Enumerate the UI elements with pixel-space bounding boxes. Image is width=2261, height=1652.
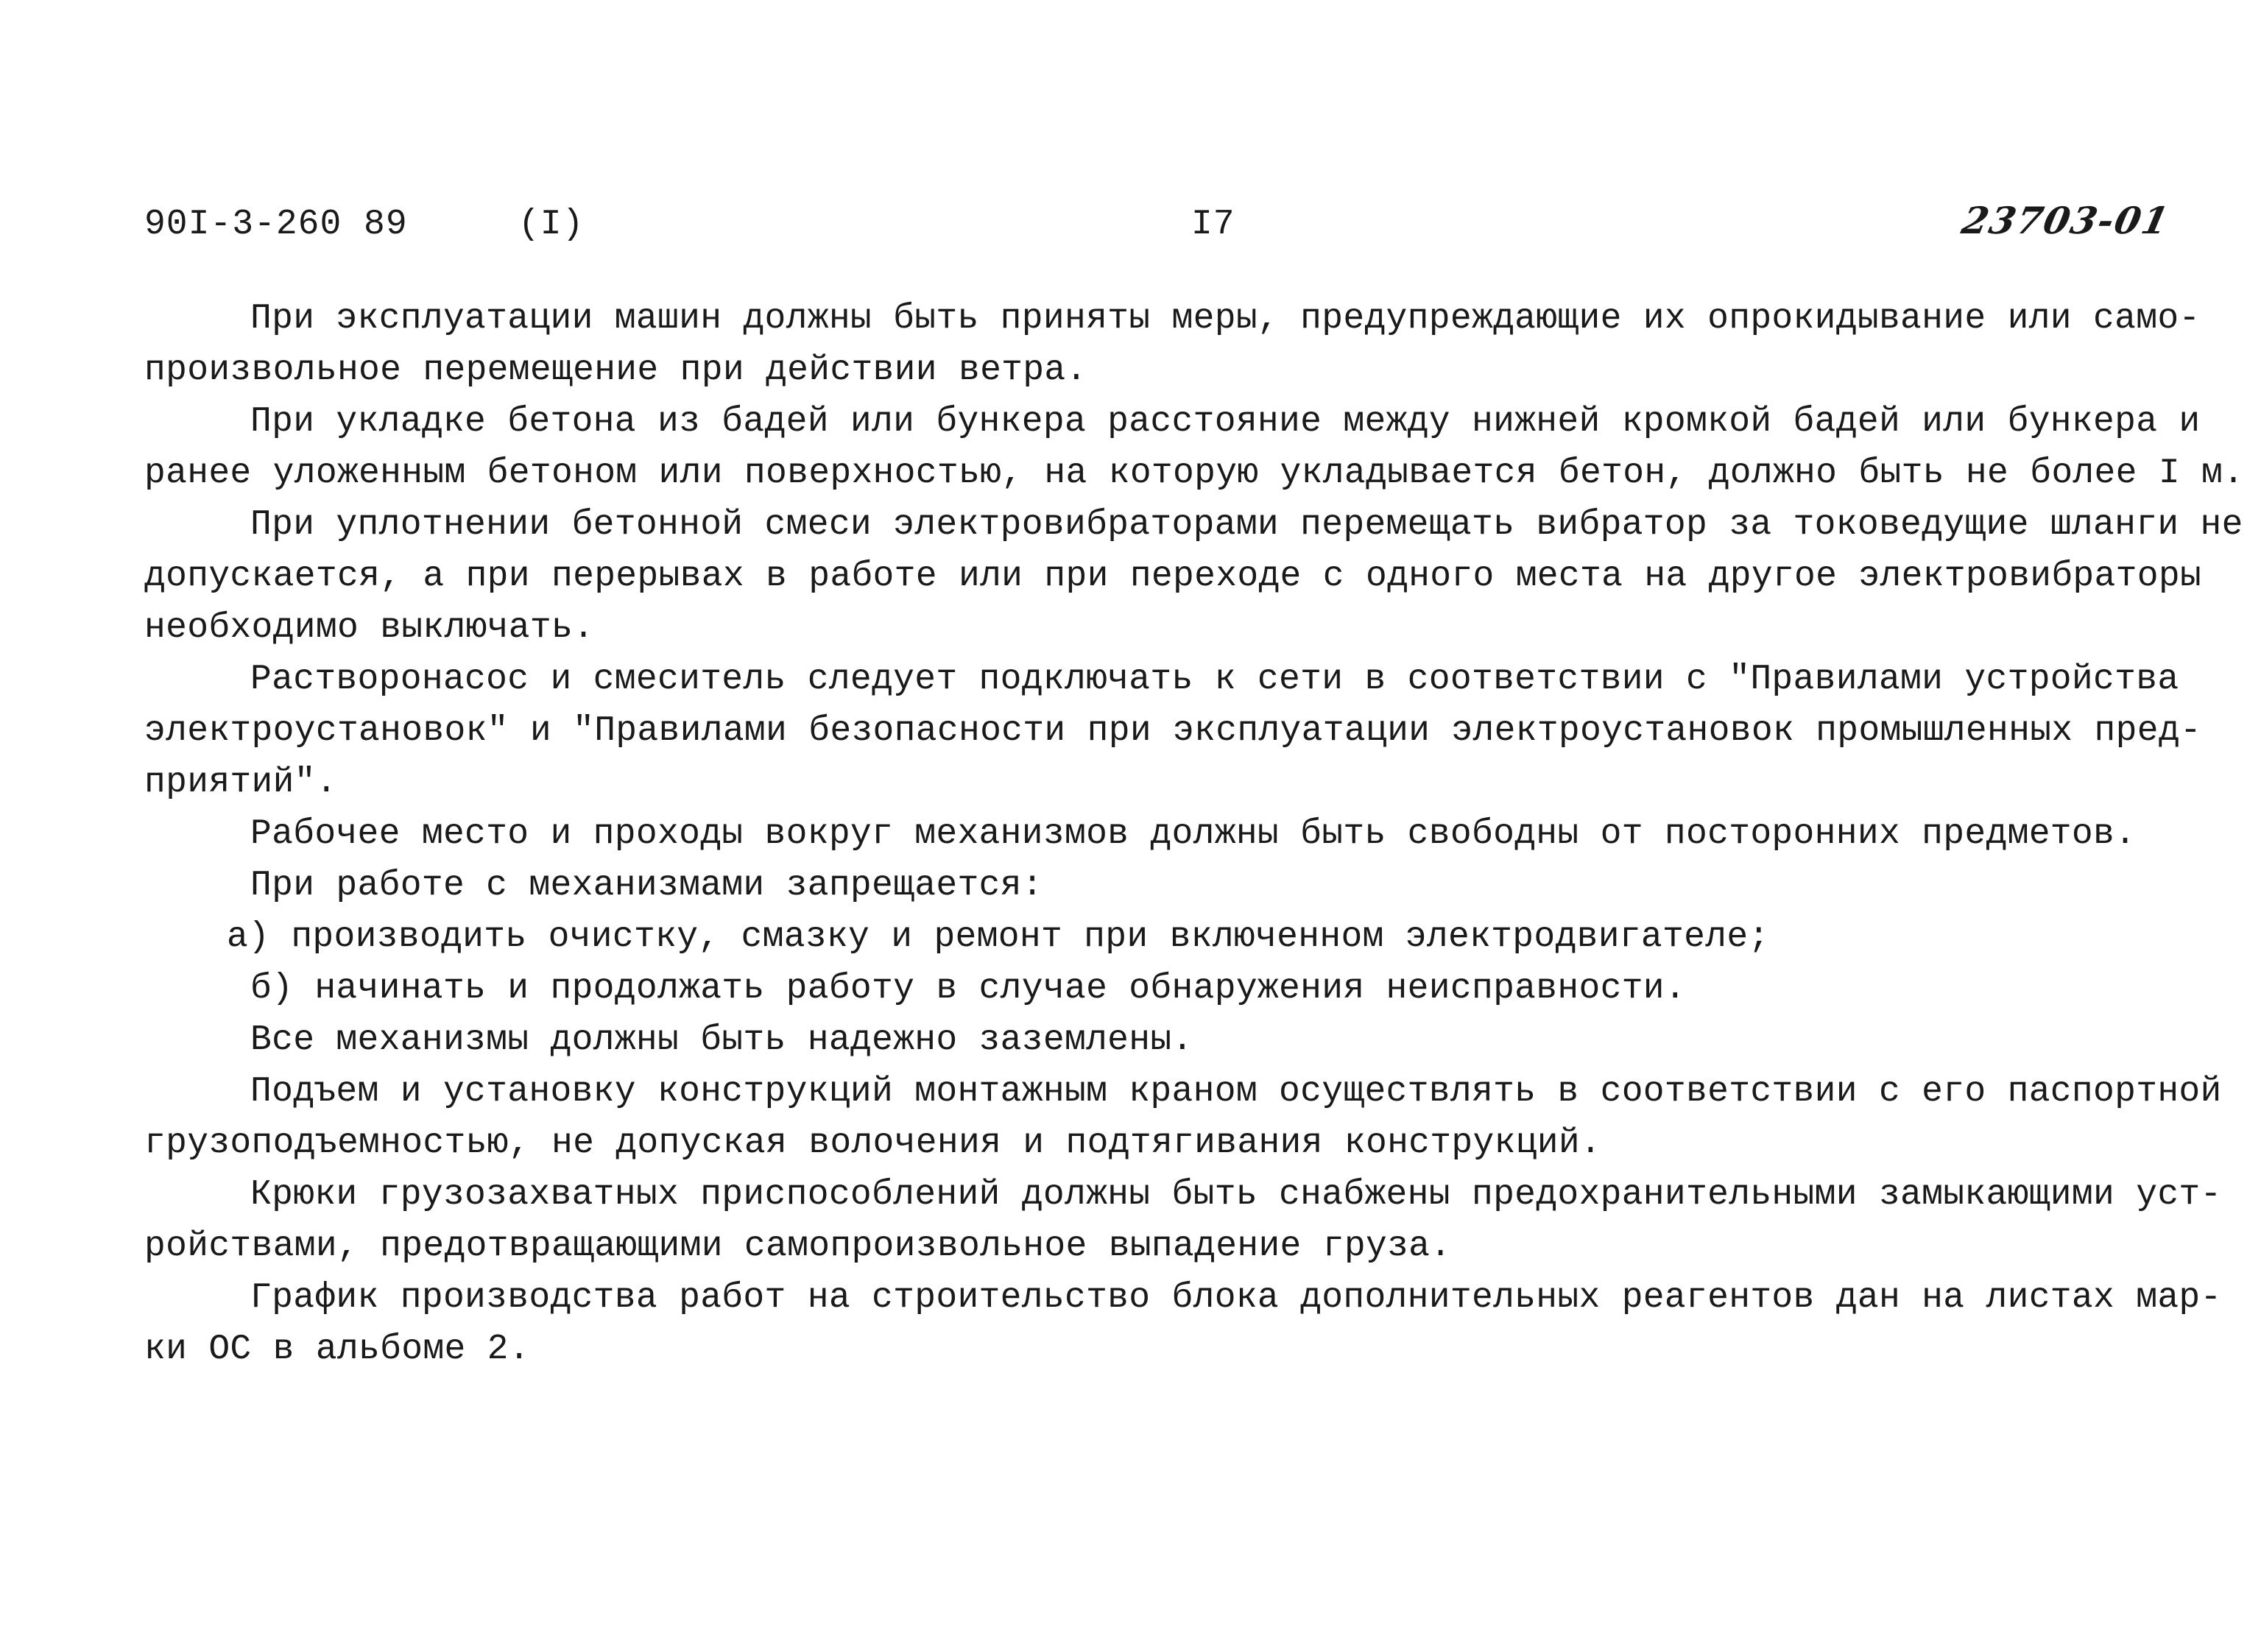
text-line: Рабочее место и проходы вокруг механизмов должны быть свободны от посторонних предметов. bbox=[250, 814, 2137, 854]
page-header bbox=[144, 199, 2174, 256]
text-line: Все механизмы должны быть надежно заземлены. bbox=[250, 1020, 1193, 1060]
text-line: Крюки грузозахватных приспособлений должны быть снабжены предохранительными замыкающими уст- bbox=[250, 1175, 2222, 1215]
section-number: (I) bbox=[518, 205, 585, 244]
handwritten-stamp: 23703-01 bbox=[1958, 199, 2174, 242]
text-line: ранее уложенным бетоном или поверхностью, на которую укладывается бетон, должно быть не более I м. bbox=[144, 453, 2245, 493]
text-line: ройствами, предотвращающими самопроизвольное выпадение груза. bbox=[144, 1226, 1452, 1266]
text-line: При работе с механизмами запрещается: bbox=[250, 866, 1043, 906]
text-line: При уплотнении бетонной смеси электровибраторами перемещать вибратор за токоведущие шланги не bbox=[250, 505, 2243, 545]
text-line: допускается, а при перерывах в работе или при переходе с одного места на другое электровибраторы bbox=[144, 557, 2202, 596]
list-item: б) начинать и продолжать работу в случае обнаружения неисправности. bbox=[250, 969, 1687, 1009]
text-line: Подъем и установку конструкций монтажным краном осуществлять в соответствии с его паспортной bbox=[250, 1072, 2222, 1112]
text-line: необходимо выключать. bbox=[144, 608, 595, 648]
document-code: 90I-3-260 89 bbox=[144, 205, 408, 244]
list-item: а) производить очистку, смазку и ремонт при включенном электродвигателе; bbox=[227, 917, 1770, 957]
text-line: График производства работ на строительство блока дополнительных реагентов дан на листах мар- bbox=[250, 1278, 2222, 1318]
text-line: приятий". bbox=[144, 763, 337, 802]
text-line: электроустановок" и "Правилами безопасности при эксплуатации электроустановок промышленных пред- bbox=[144, 711, 2202, 751]
page-number: I7 bbox=[1191, 205, 1235, 244]
document-body bbox=[144, 293, 2245, 1375]
text-line: Растворонасос и смеситель следует подключать к сети в соответствии с "Правилами устройства bbox=[250, 660, 2179, 699]
text-line: При укладке бетона из бадей или бункера расстояние между нижней кромкой бадей или бункера и bbox=[250, 402, 2201, 442]
text-line: При эксплуатации машин должны быть приняты меры, предупреждающие их опрокидывание или само- bbox=[250, 299, 2201, 339]
text-line: грузоподъемностью, не допуская волочения и подтягивания конструкций. bbox=[144, 1123, 1602, 1163]
text-line: произвольное перемещение при действии ветра. bbox=[144, 350, 1087, 390]
text-line: ки ОС в альбоме 2. bbox=[144, 1330, 530, 1369]
